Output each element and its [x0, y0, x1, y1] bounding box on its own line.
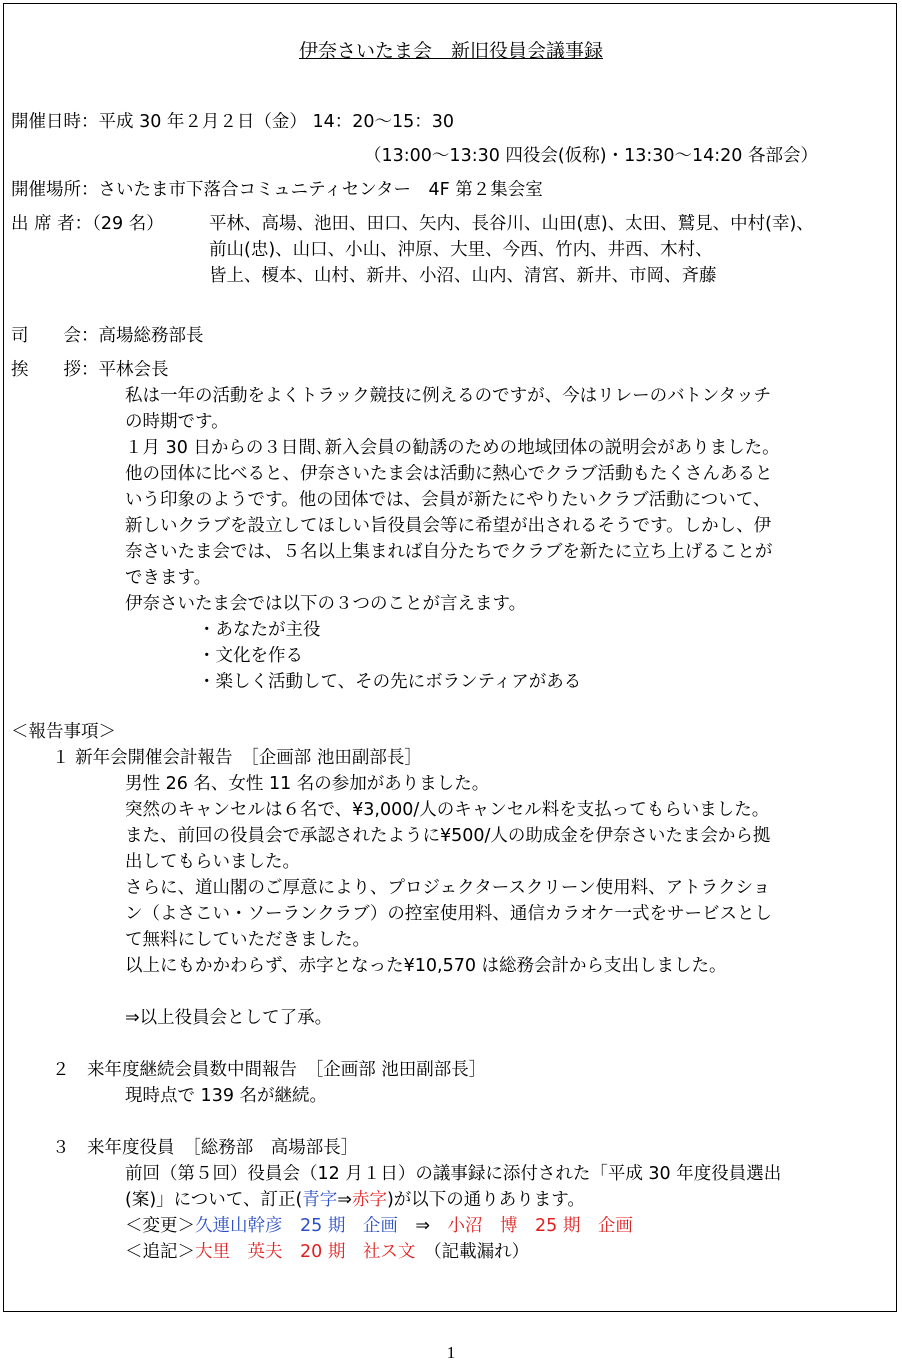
report2-heading: ２ 来年度継続会員数中間報告 ［企画部 池田副部長］ — [52, 1060, 487, 1080]
report1-line: さらに、道山閣のご厚意により、プロジェクタースクリーン使用料、アトラクショ — [125, 878, 771, 898]
meeting-place-value: さいたま市下落合コミュニティセンター 4F 第２集会室 — [98, 180, 543, 200]
attendees-line: 平林、高場、池田、田口、矢内、長谷川、山田(恵)、太田、鷲見、中村(幸)、 — [209, 214, 814, 234]
meeting-place-label: 開催場所： — [11, 180, 99, 200]
meeting-date-value: 平成 30 年２月２日（金） 14：20～15：30 — [98, 112, 455, 132]
report2-line: 現時点で 139 名が継続。 — [125, 1086, 328, 1106]
report3-correction-line — [125, 1188, 585, 1212]
report1-line: 以上にもかかわらず、赤字となった¥10,570 は総務会計から支出しました。 — [125, 956, 727, 976]
meeting-date-label: 開催日時： — [11, 112, 99, 132]
greeting-label: 挨 拶： — [11, 360, 99, 380]
blue-text-note: 青字 — [302, 1190, 338, 1210]
report-section-header: ＜報告事項＞ — [11, 722, 116, 742]
report1-line: て無料にしていただきました。 — [125, 930, 370, 950]
report1-heading: １ 新年会開催会計報告 ［企画部 池田副部長］ — [52, 748, 422, 768]
report3-heading: ３ 来年度役員 ［総務部 高場部長］ — [52, 1138, 359, 1158]
red-text-note: 赤字 — [351, 1190, 387, 1210]
arrow-glyph: ⇒ — [337, 1190, 352, 1210]
greeting-line: 新しいクラブを設立してほしい旨役員会等に希望が出されるそうです。しかし、伊 — [125, 516, 772, 536]
report1-line: 出してもらいました。 — [125, 852, 300, 872]
report1-conclusion: ⇒以上役員会として了承。 — [125, 1008, 333, 1028]
change-row — [125, 1214, 633, 1238]
greeting-line: いう印象のようです。他の団体では、会員が新たにやりたいクラブ活動について、 — [125, 490, 771, 510]
change-old-value: 久連山幹彦 25 期 企画 — [195, 1216, 398, 1236]
title-text: 伊奈さいたま会 新旧役員会議事録 — [298, 40, 603, 62]
greeting-bullet: ・楽しく活動して、その先にボランティアがある — [198, 672, 582, 692]
attendees-line: 前山(忠)、山口、小山、沖原、大里、今西、竹内、井西、木村、 — [209, 240, 713, 260]
attendees-line: 皆上、榎本、山村、新井、小沼、山内、清宮、新井、市岡、斉藤 — [209, 266, 717, 286]
report3-text: )が以下の通りあります。 — [386, 1190, 585, 1210]
document-title — [0, 38, 902, 64]
greeting-speaker: 平林会長 — [98, 360, 169, 380]
report1-line: ン（よさこい・ソーランクラブ）の控室使用料、通信カラオケ一式をサービスとし — [125, 904, 772, 924]
change-new-value: 小沼 博 25 期 企画 — [447, 1216, 633, 1236]
meeting-schedule-note: （13:00～13:30 四役会(仮称)・13:30～14:20 各部会） — [364, 146, 819, 166]
chair-label: 司 会： — [11, 326, 99, 346]
change-arrow: ⇒ — [397, 1216, 448, 1236]
greeting-line: 奈さいたま会では、５名以上集まれば自分たちでクラブを新たに立ち上げることが — [125, 542, 773, 562]
addition-value: 大里 英夫 20 期 社ス文 — [195, 1242, 416, 1262]
chair-value: 高場総務部長 — [98, 326, 204, 346]
meeting-date-row — [11, 110, 454, 134]
greeting-line: １月 30 日からの３日間､新入会員の勧誘のための地域団体の説明会がありました。 — [125, 438, 780, 458]
meeting-place-row — [11, 178, 543, 202]
greeting-line: 伊奈さいたま会では以下の３つのことが言えます。 — [125, 594, 527, 614]
report3-line: 前回（第５回）役員会（12 月１日）の議事録に添付された「平成 30 年度役員選出 — [125, 1164, 782, 1184]
greeting-bullet: ・文化を作る — [198, 646, 303, 666]
addition-row — [125, 1240, 529, 1264]
greeting-line: の時期です。 — [125, 412, 229, 432]
greeting-row — [11, 358, 169, 382]
report1-line: 男性 26 名、女性 11 名の参加がありました。 — [125, 774, 490, 794]
addition-note: （記載漏れ） — [415, 1242, 530, 1262]
greeting-line: 他の団体に比べると、伊奈さいたま会は活動に熱心でクラブ活動もたくさんあると — [125, 464, 773, 484]
report3-text: (案)」について、訂正( — [125, 1190, 303, 1210]
change-label: ＜変更＞ — [125, 1216, 195, 1236]
greeting-bullet: ・あなたが主役 — [198, 620, 321, 640]
page-number: 1 — [446, 1343, 456, 1362]
report1-line: また、前回の役員会で承認されたように¥500/人の助成金を伊奈さいたま会から拠 — [125, 826, 771, 846]
greeting-line: できます。 — [125, 568, 212, 588]
greeting-line: 私は一年の活動をよくトラック競技に例えるのですが、今はリレーのバトンタッチ — [125, 386, 772, 406]
attendees-label: 出 席 者：（29 名） — [11, 214, 164, 234]
addition-label: ＜追記＞ — [125, 1242, 195, 1262]
report1-line: 突然のキャンセルは６名で、¥3,000/人のキャンセル料を支払ってもらいました。 — [125, 800, 770, 820]
chair-row — [11, 324, 204, 348]
